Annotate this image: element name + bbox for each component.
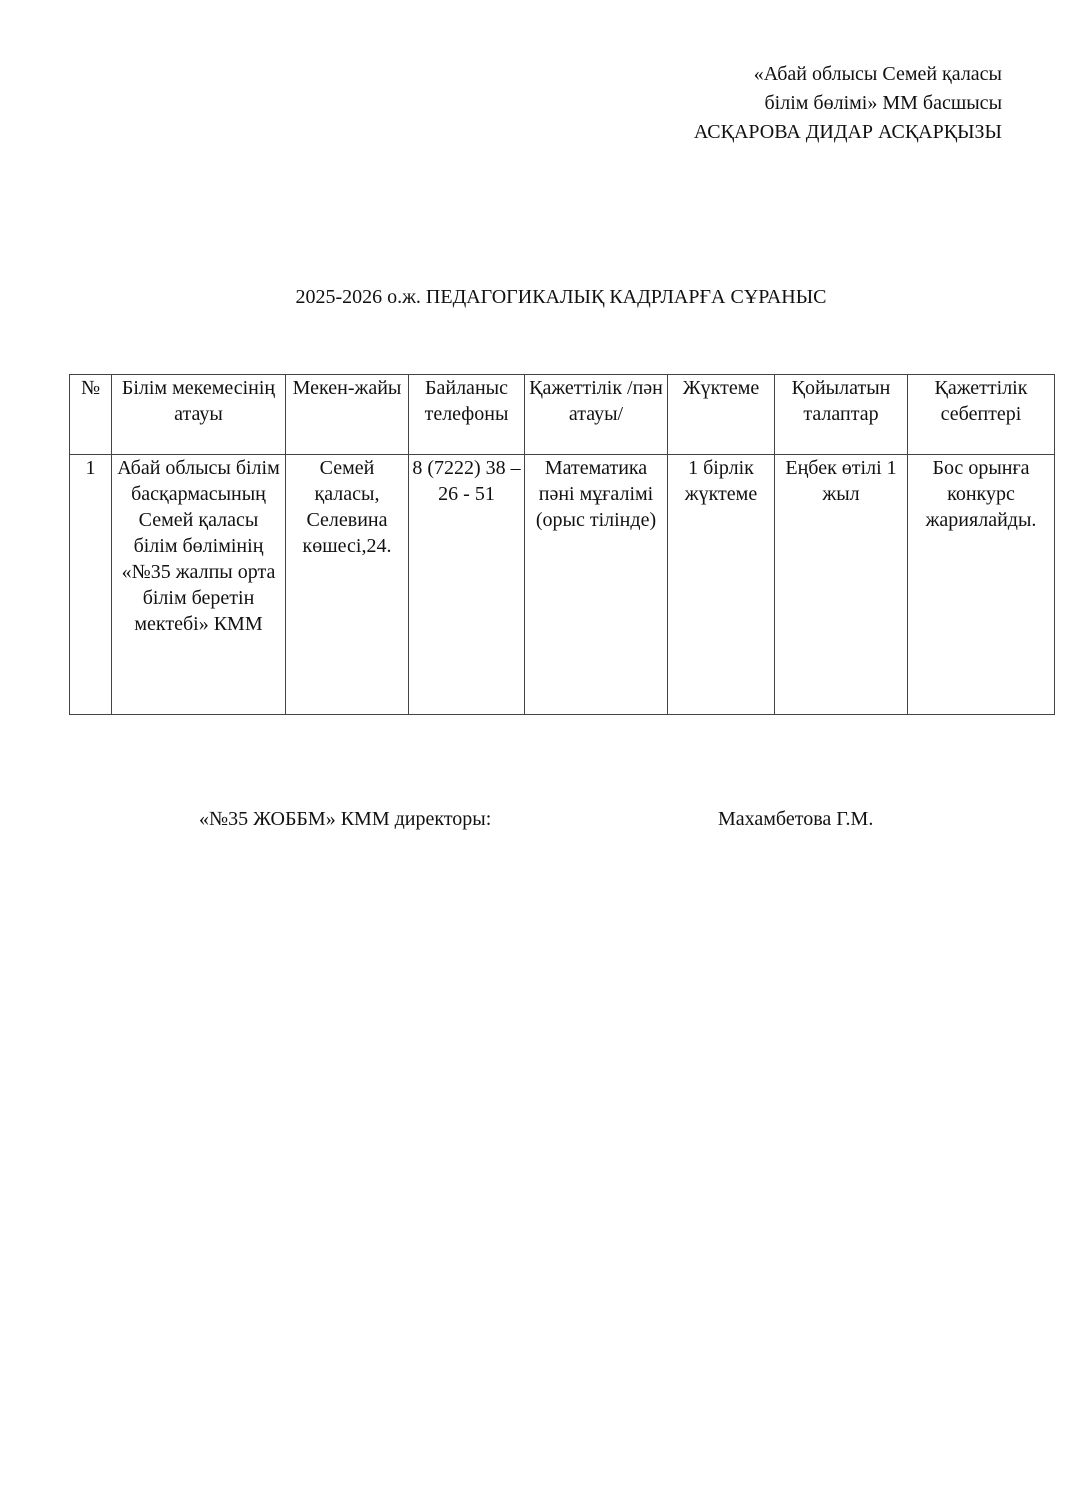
document-title: 2025-2026 о.ж. ПЕДАГОГИКАЛЫҚ КАДРЛАРҒА СҰРАНЫС (295, 286, 827, 308)
cell-workload: 1 бірлік жүктеме (668, 455, 775, 715)
addressee-block (694, 60, 1002, 147)
table-row (70, 455, 1055, 715)
cell-reasons: Бос орынға конкурс жариялайды. (908, 455, 1055, 715)
header-phone: Байланыс телефоны (409, 375, 525, 455)
cell-number: 1 (70, 455, 112, 715)
cell-subject: Математика пәні мұғалімі (орыс тілінде) (525, 455, 668, 715)
header-number: № (70, 375, 112, 455)
cell-address: Семей қаласы, Селевина көшесі,24. (286, 455, 409, 715)
header-requirements: Қойылатын талаптар (775, 375, 908, 455)
cell-requirements: Еңбек өтілі 1 жыл (775, 455, 908, 715)
signature-position: «№35 ЖОББМ» КММ директоры: (199, 808, 492, 830)
header-subject: Қажеттілік /пән атауы/ (525, 375, 668, 455)
cell-institution-name: Абай облысы білім басқармасының Семей қаласы білім бөлімінің «№35 жалпы орта білім беретін мектебі» КММ (112, 455, 286, 715)
addressee-line-2: білім бөлімі» ММ басшысы (764, 92, 1002, 114)
header-reasons: Қажеттілік себептері (908, 375, 1055, 455)
staff-request-table (69, 374, 1055, 715)
addressee-line-1: «Абай облысы Семей қаласы (753, 63, 1002, 85)
cell-phone: 8 (7222) 38 – 26 - 51 (409, 455, 525, 715)
table-header-row (70, 375, 1055, 455)
signature-name: Махамбетова Г.М. (718, 808, 874, 830)
header-address: Мекен-жайы (286, 375, 409, 455)
addressee-line-3: АСҚАРОВА ДИДАР АСҚАРҚЫЗЫ (693, 121, 1002, 143)
header-institution-name: Білім мекемесінің атауы (112, 375, 286, 455)
header-workload: Жүктеме (668, 375, 775, 455)
